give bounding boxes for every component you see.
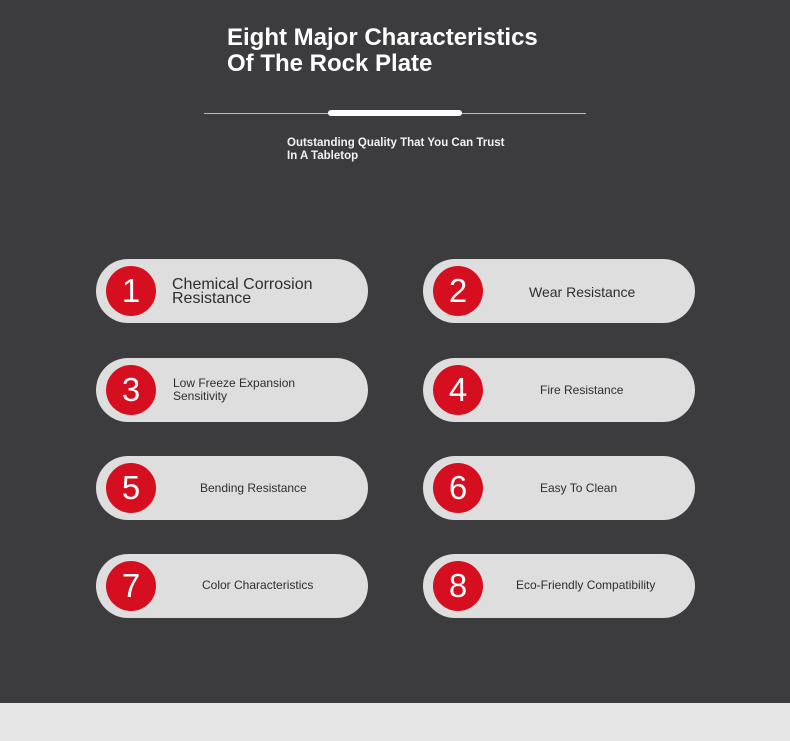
feature-card-4 [423, 358, 695, 422]
feature-label: Color Characteristics [202, 578, 314, 592]
feature-number-badge: 2 [433, 266, 483, 316]
divider-accent [328, 110, 462, 116]
page-title [227, 25, 538, 77]
feature-number-badge: 7 [106, 561, 156, 611]
feature-label: Easy To Clean [540, 481, 618, 495]
feature-card-1 [96, 259, 368, 323]
feature-number-badge: 1 [106, 266, 156, 316]
feature-label: Fire Resistance [540, 383, 624, 397]
feature-number-badge: 8 [433, 561, 483, 611]
feature-number-badge: 6 [433, 463, 483, 513]
subtitle [287, 137, 504, 163]
feature-card-3 [96, 358, 368, 422]
feature-card-6 [423, 456, 695, 520]
feature-card-7 [96, 554, 368, 618]
feature-card-5 [96, 456, 368, 520]
title-line-1: Eight Major Characteristics [227, 24, 538, 51]
feature-label: Wear Resistance [529, 284, 636, 300]
feature-label: Bending Resistance [200, 481, 307, 495]
feature-label: Eco-Friendly Compatibility [516, 578, 656, 592]
feature-number-badge: 3 [106, 365, 156, 415]
subtitle-line-1: Outstanding Quality That You Can Trust [287, 137, 505, 149]
subtitle-line-2: In A Tabletop [287, 150, 359, 162]
feature-label: Low Freeze Expansion Sensitivity [173, 376, 296, 403]
feature-number-badge: 5 [106, 463, 156, 513]
feature-label: Chemical Corrosion Resistance [172, 276, 313, 307]
feature-number-badge: 4 [433, 365, 483, 415]
feature-card-2 [423, 259, 695, 323]
feature-card-8 [423, 554, 695, 618]
title-line-2: Of The Rock Plate [227, 50, 433, 77]
